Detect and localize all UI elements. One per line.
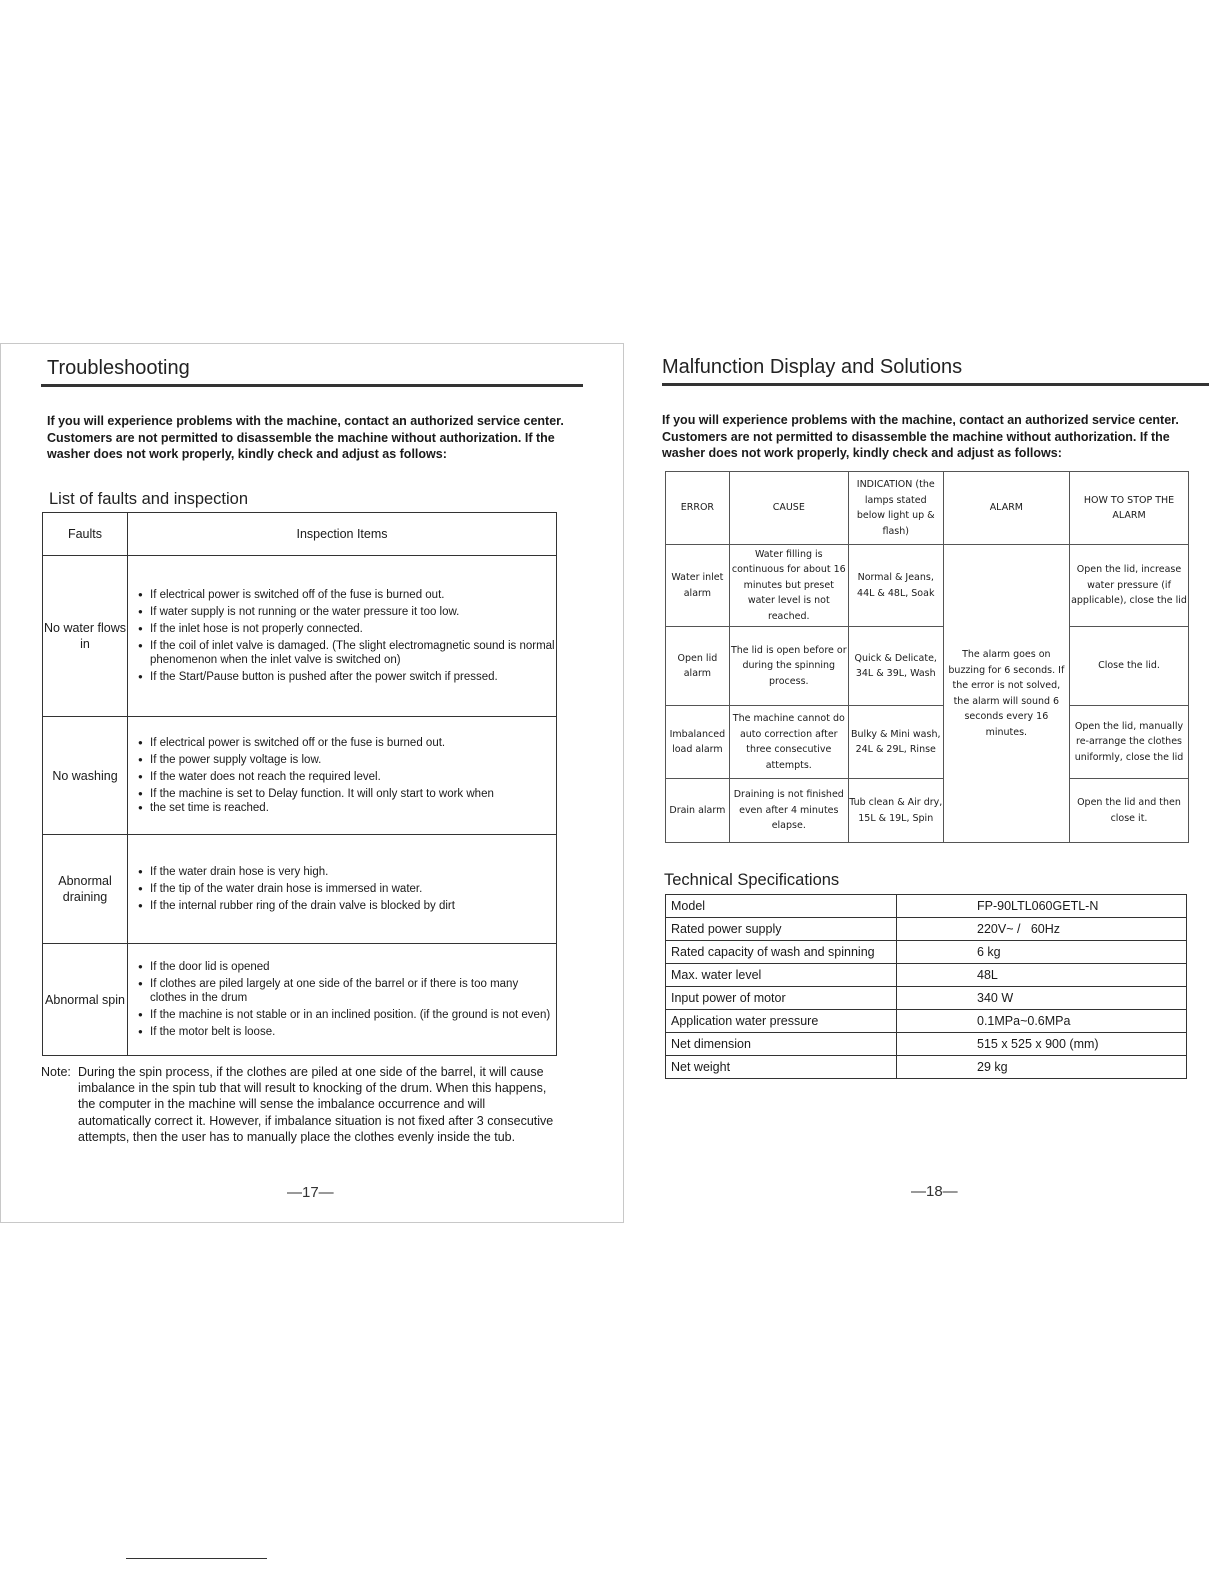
how-to-stop: Open the lid, manually re-arrange the clothes uniformly, close the lid bbox=[1070, 706, 1189, 779]
error-name: Imbalanced load alarm bbox=[666, 706, 730, 779]
header-error: ERROR bbox=[666, 472, 730, 545]
note-text: During the spin process, if the clothes are piled at one side of the barrel, it will cause imbalance in the spin tub that will result to knocking of the drum. When this happens, the computer in the machine will sense the imbalance occurrence and will automatically correct it. However, if imbalance situation is not fixed after 3 consecutive attempts, then the user has to manually place the clothes evenly inside the tub. bbox=[78, 1065, 554, 1144]
error-indication: Quick & Delicate, 34L & 39L, Wash bbox=[848, 627, 943, 706]
list-item: ● If the internal rubber ring of the drain valve is blocked by dirt bbox=[138, 899, 556, 913]
intro-line: Customers are not permitted to disassemble the machine without authorization. If the bbox=[47, 430, 555, 445]
inspection-items bbox=[128, 717, 557, 835]
error-name: Water inlet alarm bbox=[666, 545, 730, 627]
spec-value: 220V~ / 60Hz bbox=[897, 918, 1187, 941]
inspection-items bbox=[128, 835, 557, 944]
intro-line: If you will experience problems with the machine, contact an authorized service center. bbox=[47, 414, 564, 428]
table-row bbox=[43, 556, 557, 717]
table-row bbox=[666, 706, 1189, 779]
inspection-items bbox=[128, 556, 557, 717]
fault-label: Abnormal spin bbox=[43, 944, 128, 1056]
how-to-stop: Close the lid. bbox=[1070, 627, 1189, 706]
table-row bbox=[666, 895, 1187, 918]
list-item: ● If the door lid is opened bbox=[138, 960, 556, 974]
list-item: ● If the machine is set to Delay function. It will only start to work when bbox=[138, 787, 556, 801]
spec-value: 515 x 525 x 900 (mm) bbox=[897, 1033, 1187, 1056]
title-rule bbox=[662, 383, 1209, 386]
how-to-stop: Open the lid, increase water pressure (if applicable), close the lid bbox=[1070, 545, 1189, 627]
table-row bbox=[666, 1033, 1187, 1056]
list-item: ● If water supply is not running or the water pressure it too low. bbox=[138, 605, 556, 619]
error-indication: Bulky & Mini wash, 24L & 29L, Rinse bbox=[848, 706, 943, 779]
page-title: Troubleshooting bbox=[47, 357, 190, 379]
header-inspection-items: Inspection Items bbox=[128, 513, 557, 556]
list-item: ● If the inlet hose is not properly connected. bbox=[138, 622, 556, 636]
title-rule bbox=[41, 384, 583, 387]
header-indication: INDICATION (the lamps stated below light up & flash) bbox=[848, 472, 943, 545]
page-number: —17— bbox=[287, 1184, 334, 1201]
error-name: Drain alarm bbox=[666, 779, 730, 843]
page-number: —18— bbox=[911, 1183, 958, 1200]
alarm-description: The alarm goes on buzzing for 6 seconds. If the error is not solved, the alarm will sound 6 seconds every 16 minutes. bbox=[943, 545, 1069, 843]
spec-value: 48L bbox=[897, 964, 1187, 987]
note-label: Note: bbox=[41, 1065, 71, 1079]
inspection-items bbox=[128, 944, 557, 1056]
header-faults: Faults bbox=[43, 513, 128, 556]
spec-key: Rated capacity of wash and spinning bbox=[666, 941, 897, 964]
header-cause: CAUSE bbox=[729, 472, 848, 545]
spec-value: 0.1MPa~0.6MPa bbox=[897, 1010, 1187, 1033]
spec-value: 340 W bbox=[897, 987, 1187, 1010]
error-cause: The machine cannot do auto correction after three consecutive attempts. bbox=[729, 706, 848, 779]
spec-table bbox=[665, 894, 1187, 1079]
table-row bbox=[666, 545, 1189, 627]
intro-line: washer does not work properly, kindly check and adjust as follows: bbox=[662, 446, 1062, 460]
list-item: ● If the tip of the water drain hose is immersed in water. bbox=[138, 882, 556, 896]
table-row bbox=[666, 964, 1187, 987]
table-row bbox=[666, 627, 1189, 706]
spec-key: Max. water level bbox=[666, 964, 897, 987]
spec-key: Rated power supply bbox=[666, 918, 897, 941]
intro-line: Customers are not permitted to disassemble the machine without authorization. If the bbox=[662, 429, 1170, 444]
error-cause: Water filling is continuous for about 16 minutes but preset water level is not reached. bbox=[729, 545, 848, 627]
list-item: ● If electrical power is switched off or the fuse is burned out. bbox=[138, 736, 556, 750]
spin-note bbox=[41, 1064, 561, 1145]
fault-label: No washing bbox=[43, 717, 128, 835]
table-row bbox=[43, 717, 557, 835]
error-indication: Tub clean & Air dry, 15L & 19L, Spin bbox=[848, 779, 943, 843]
error-cause: Draining is not finished even after 4 minutes elapse. bbox=[729, 779, 848, 843]
spec-value: 29 kg bbox=[897, 1056, 1187, 1079]
header-alarm: ALARM bbox=[943, 472, 1069, 545]
intro-text bbox=[47, 413, 564, 463]
list-item: ● If the motor belt is loose. bbox=[138, 1025, 556, 1039]
list-item: ● the set time is reached. bbox=[138, 801, 556, 815]
list-item: ● If the Start/Pause button is pushed after the power switch if pressed. bbox=[138, 670, 556, 684]
how-to-stop: Open the lid and then close it. bbox=[1070, 779, 1189, 843]
error-table bbox=[665, 471, 1189, 843]
intro-line: washer does not work properly, kindly check and adjust as follows: bbox=[47, 447, 447, 461]
spec-title: Technical Specifications bbox=[664, 871, 840, 889]
page-title: Malfunction Display and Solutions bbox=[662, 356, 963, 378]
spec-key: Net dimension bbox=[666, 1033, 897, 1056]
fault-label: Abnormal draining bbox=[43, 835, 128, 944]
table-header-row bbox=[666, 472, 1189, 545]
list-item: ● If the machine is not stable or in an inclined position. (if the ground is not even) bbox=[138, 1008, 556, 1022]
spec-value: FP-90LTL060GETL-N bbox=[897, 895, 1187, 918]
spec-key: Application water pressure bbox=[666, 1010, 897, 1033]
intro-line: If you will experience problems with the machine, contact an authorized service center. bbox=[662, 413, 1179, 427]
list-item: ● If clothes are piled largely at one side of the barrel or if there is too many clothes in the drum bbox=[138, 977, 556, 1005]
list-item: ● If the power supply voltage is low. bbox=[138, 753, 556, 767]
table-row bbox=[666, 1010, 1187, 1033]
table-row bbox=[666, 941, 1187, 964]
intro-text bbox=[662, 412, 1179, 462]
list-item: ● If electrical power is switched off of the fuse is burned out. bbox=[138, 588, 556, 602]
error-name: Open lid alarm bbox=[666, 627, 730, 706]
table-header-row bbox=[43, 513, 557, 556]
spec-key: Input power of motor bbox=[666, 987, 897, 1010]
spec-key: Net weight bbox=[666, 1056, 897, 1079]
list-item: ● If the water drain hose is very high. bbox=[138, 865, 556, 879]
page-18 bbox=[624, 343, 1224, 1223]
table-row bbox=[666, 779, 1189, 843]
table-row bbox=[666, 987, 1187, 1010]
footnote-rule bbox=[126, 1558, 267, 1559]
table-row bbox=[666, 1056, 1187, 1079]
table-row bbox=[666, 918, 1187, 941]
page-17 bbox=[0, 343, 624, 1223]
fault-label: No water flows in bbox=[43, 556, 128, 717]
error-indication: Normal & Jeans, 44L & 48L, Soak bbox=[848, 545, 943, 627]
list-item: ● If the coil of inlet valve is damaged. (The slight electromagnetic sound is normal phenomenon when the inlet valve is switched on) bbox=[138, 639, 556, 667]
table-row bbox=[43, 835, 557, 944]
spec-value: 6 kg bbox=[897, 941, 1187, 964]
list-item: ● If the water does not reach the required level. bbox=[138, 770, 556, 784]
spec-key: Model bbox=[666, 895, 897, 918]
error-cause: The lid is open before or during the spinning process. bbox=[729, 627, 848, 706]
table-row bbox=[43, 944, 557, 1056]
faults-table bbox=[42, 512, 557, 1056]
section-title: List of faults and inspection bbox=[49, 490, 249, 508]
header-how-to-stop: HOW TO STOP THE ALARM bbox=[1070, 472, 1189, 545]
